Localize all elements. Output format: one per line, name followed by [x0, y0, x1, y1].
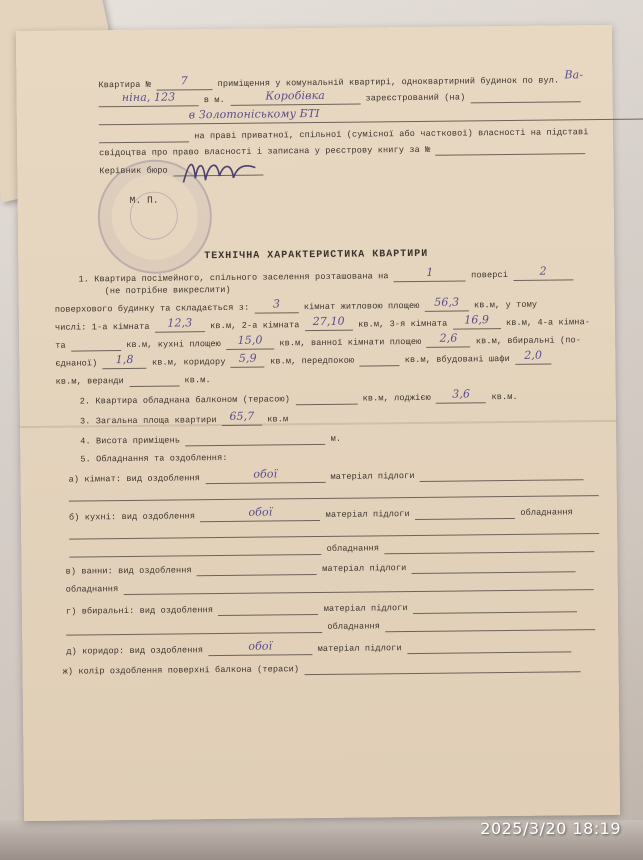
label: Керівник бюро [99, 165, 168, 177]
item-1-line-2: (не потрібне викреслити) [104, 284, 231, 297]
label: Квартира № [98, 79, 152, 91]
handwritten-street-start: Ва- [564, 68, 584, 82]
item-2: 2. Квартира обладнана балконом (терасою) кв.м, лоджією 3,6 кв.м. [79, 387, 518, 407]
item-5d: д) коридор: вид оздоблення обої матеріал підлоги [66, 641, 571, 657]
handwritten-bathroom: 2,6 [439, 331, 458, 345]
handwritten-wc: 1,8 [115, 352, 134, 367]
item-5b: б) кухні: вид оздоблення обої матеріал підлоги обладнання [68, 505, 573, 523]
label: зареєстрований (на) [365, 92, 466, 104]
header-line-1 [98, 68, 584, 91]
handwritten-registrar: в Золотоніському БТІ [188, 106, 320, 122]
handwritten-floor: 1 [426, 265, 434, 279]
label: в м. [203, 94, 225, 106]
item-5: 5. Обладнання та оздоблення: [80, 452, 228, 465]
handwritten-corridor-finish: обої [248, 639, 273, 653]
item-5v: в) ванни: вид оздоблення матеріал підлоги [65, 561, 575, 577]
header-line-4 [99, 127, 589, 143]
header-line-2 [99, 88, 581, 107]
handwritten-kitchen-finish: обої [248, 505, 273, 519]
handwritten-room-2: 27,10 [312, 314, 345, 329]
document-title: ТЕХНІЧНА ХАРАКТЕРИСТИКА КВАРТИРИ [204, 248, 429, 263]
item-5v-line-2: обладнання [66, 579, 594, 596]
stamp-place-label: М. П. [129, 194, 159, 206]
handwritten-rooms: 3 [272, 297, 281, 311]
handwritten-closet: 2,0 [524, 348, 543, 362]
item-5a: а) кімнат: вид оздоблення обої матеріал підлоги [69, 469, 584, 485]
item-1-line-7: кв.м, веранди кв.м. [55, 375, 211, 387]
item-1-line-4: числі: 1-а кімната 12,3 кв.м, 2-а кімната 27,10 кв.м, 3-я кімната 16,9 кв.м, 4-а кімна- [54, 313, 591, 333]
photo-timestamp: 2025/3/20 18:19 [480, 819, 621, 838]
item-4: 4. Висота приміщень м. [80, 433, 342, 447]
label: приміщення у комунальній квартирі, одноквартирний будинок по вул. [217, 75, 560, 90]
handwritten-street-end: ніна, 123 [121, 90, 176, 105]
label: на праві приватної, спільної (сумісної або часткової) власності на підставі [194, 127, 589, 142]
item-3: 3. Загальна площа квартири 65,7 кв.м [79, 409, 289, 427]
handwritten-living-area: 56,3 [434, 295, 460, 309]
document-page [16, 25, 620, 821]
handwritten-kitchen: 15,0 [237, 333, 263, 347]
handwritten-total-area: 65,7 [229, 409, 255, 423]
item-1-line-3: поверхового будинку та складається з: 3 кімнат житловою площею 56,3 кв.м, у тому [54, 295, 538, 315]
item-5zh: ж) колір оздоблення поверхні балкона (тераси) [63, 661, 581, 677]
signature [179, 154, 259, 189]
item-1-line-5: та кв.м, кухні площею 15,0 кв.м, ванної кімнати площею 2,6 кв.м, вбиральні (по- [55, 331, 582, 351]
item-5g-line-2: обладнання [66, 619, 595, 636]
label: свідоцтва про право власності і записана у реєстрову книгу за № [99, 144, 431, 159]
handwritten-loggia: 3,6 [452, 387, 471, 401]
handwritten-room-3: 16,9 [464, 313, 490, 327]
handwritten-room-1: 12,3 [167, 316, 193, 330]
item-5a-line-2 [69, 485, 599, 502]
item-1-line-6: єднаної) 1,8 кв.м, коридору 5,9 кв.м, передпокою кв.м, вбудовані шафи 2,0 [55, 354, 551, 370]
header-line-3 [99, 108, 643, 125]
handwritten-corridor: 5,9 [238, 351, 257, 365]
handwritten-total-floors: 2 [539, 264, 547, 278]
item-1-line-1: 1. Квартира посімейного, спільного заселення розташована на 1 поверсі 2 [78, 269, 573, 285]
item-5g: г) вбиральні: вид оздоблення матеріал підлоги [66, 601, 577, 617]
handwritten-rooms-finish: обої [253, 467, 278, 481]
handwritten-apartment-number: 7 [180, 74, 188, 88]
item-5b-line-2 [69, 523, 599, 540]
item-5b-line-3: обладнання [69, 541, 594, 557]
handwritten-city: Коробівка [265, 88, 325, 103]
header-line-5 [99, 143, 586, 159]
